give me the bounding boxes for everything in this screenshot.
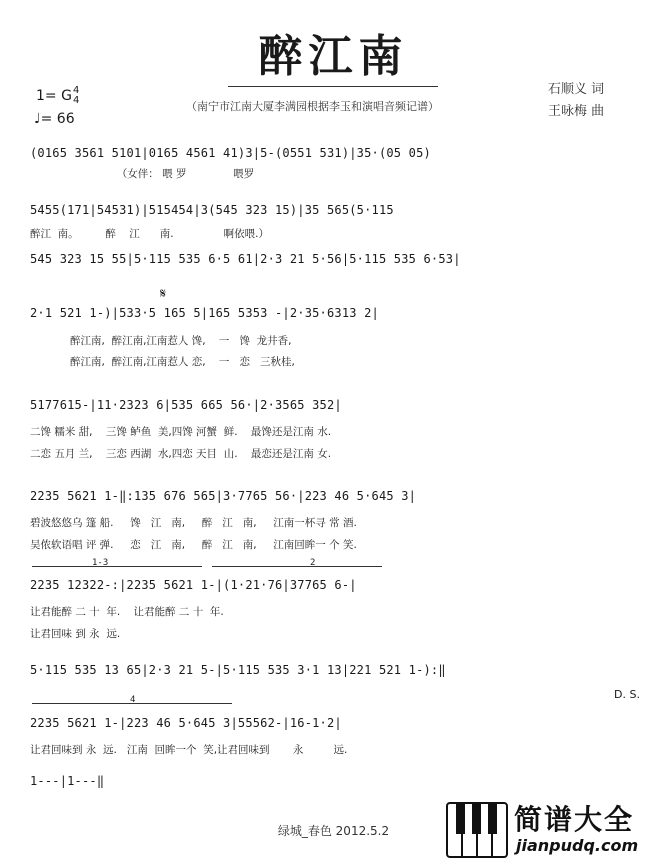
score-line-6: 2235 5621 1-‖:135 676 565|3·7765 56·|223 46 5·645 3|	[30, 489, 417, 503]
lyric-line-5a: 二馋 糯米 甜, 三馋 鲈鱼 美,四馋 河蟹 鲜. 最馋还是江南 水.	[30, 426, 332, 438]
ending-bracket-2	[212, 566, 382, 567]
site-logo	[446, 798, 662, 862]
time-signature	[73, 86, 79, 106]
score-line-2: 5455(171|54531)|515454|3(545 323 15)|35 565(5·115	[30, 203, 394, 217]
score-line-5: 5177615-|11·2323 6|535 665 56·|2·3565 352|	[30, 398, 342, 412]
lyric-line-2: 醉江 南。 醉 江 南. 啊依喂.）	[30, 228, 269, 240]
lyric-line-6a: 碧波悠悠乌 篷 船. 馋 江 南, 醉 江 南, 江南一杯寻 常 酒.	[30, 517, 357, 529]
ds-marking: D. S.	[614, 688, 640, 701]
score-line-3: 545 323 15 55|5·115 535 6·5 61|2·3 21 5·56|5·115 535 6·53|	[30, 252, 461, 266]
lyricist-credit: 石顺义 词	[548, 82, 605, 97]
logo-title: 简谱大全	[514, 803, 635, 836]
time-top: 4	[72, 85, 80, 96]
lyric-line-1: （女伴： 喂 罗 喂罗	[30, 168, 255, 180]
quarter-note-icon: ♩	[34, 111, 41, 127]
score-subtitle: （南宁市江南大厦李满园根据李玉和演唱音频记谱）	[186, 100, 439, 113]
composer-credit: 王咏梅 曲	[548, 104, 605, 119]
transcriber-signature: 绿城_春色 2012.5.2	[277, 824, 390, 838]
title-underline	[228, 86, 438, 87]
lyric-line-4b: 醉江南, 醉江南,江南惹人 恋, 一 恋 三秋桂,	[30, 356, 295, 368]
score-line-7: 2235 12322-:|2235 5621 1-|(1·21·76|37765 6-|	[30, 578, 357, 592]
lyric-line-4a: 醉江南, 醉江南,江南惹人 馋, 一 馋 龙井香,	[30, 335, 292, 347]
piano-keys-icon	[446, 802, 508, 858]
score-line-10: 1---|1---‖	[30, 774, 105, 788]
score-line-9: 2235 5621 1-|223 46 5·645 3|55562-|16-1·2|	[30, 716, 342, 730]
lyric-line-7a: 让君能醉 二 十 年. 让君能醉 二 十 年.	[30, 606, 224, 618]
ending-bracket-1	[32, 566, 202, 567]
lyric-line-7b: 让君回味 到 永 远.	[30, 628, 121, 640]
key-signature	[36, 86, 79, 106]
ending-1-label: 1-3	[92, 558, 109, 568]
tempo-value: = 66	[40, 111, 75, 127]
lyric-line-5b: 二恋 五月 兰, 三恋 西湖 水,四恋 天目 山. 最恋还是江南 女.	[30, 448, 332, 460]
score-line-8: 5·115 535 13 65|2·3 21 5-|5·115 535 3·1 13|221 521 1-):‖	[30, 663, 446, 677]
lyric-line-9: 让君回味到 永 远. 江南 回眸一个 笑,让君回味到 永 远.	[30, 744, 348, 756]
ending-2-label: 2	[310, 558, 316, 568]
ending-4-label: 4	[130, 695, 136, 705]
key-label: 1= G	[36, 88, 72, 104]
score-line-4: 2·1 521 1-)|533·5 165 5|165 5353 -|2·35·6313 2|	[30, 306, 379, 320]
time-bottom: 4	[72, 95, 80, 106]
logo-url: jianpudq.com	[516, 836, 639, 855]
lyric-line-6b: 吴侬软语唱 评 弹. 恋 江 南, 醉 江 南, 江南回眸一 个 笑.	[30, 539, 357, 551]
score-line-1: (0165 3561 5101|0165 4561 41)3|5-(0551 531)|35·(05 05)	[30, 146, 431, 160]
segno-icon: 𝄋	[160, 286, 167, 302]
score-title: 醉江南	[258, 31, 409, 82]
tempo-marking	[34, 111, 75, 127]
